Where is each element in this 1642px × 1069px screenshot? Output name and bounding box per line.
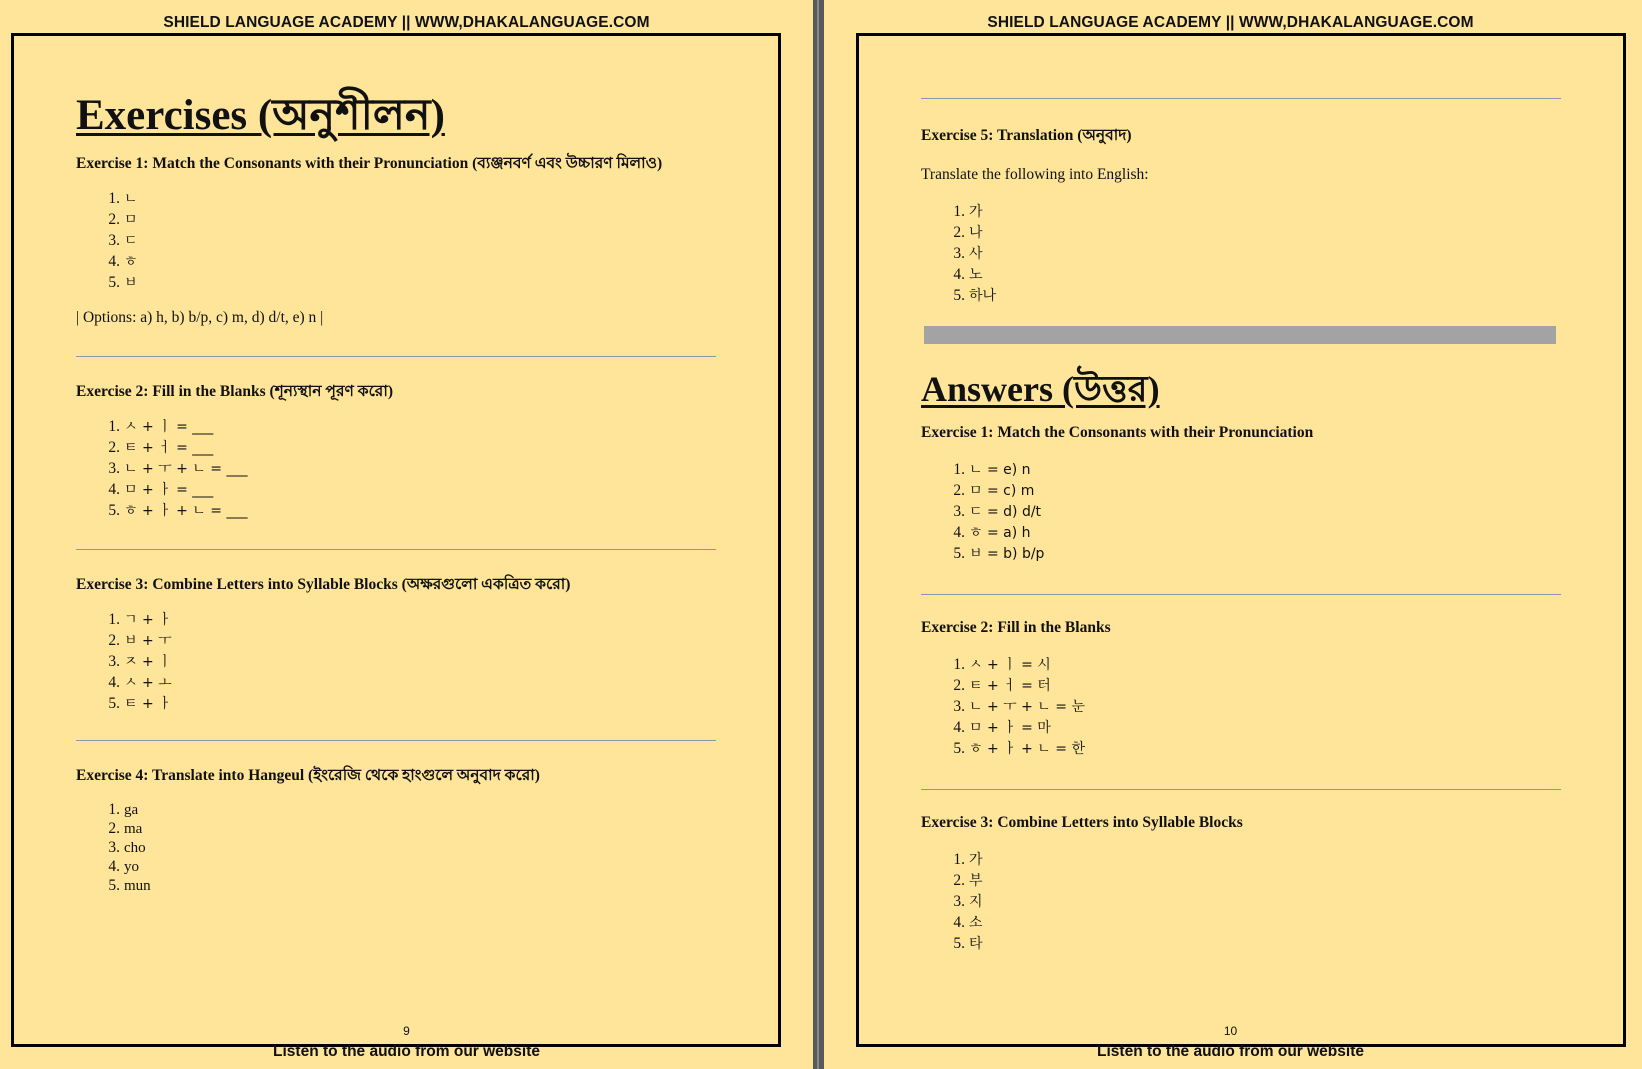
- exercise-3-title: Exercise 3: Combine Letters into Syllable Blocks (অক্ষরগুলো একত্রিত করো): [76, 576, 571, 594]
- exercise-2-list: [76, 416, 716, 521]
- list-item: 3. ㅈ + ㅣ: [108, 653, 172, 671]
- list-item: 2. ㅂ + ㅜ: [108, 632, 172, 650]
- list-item: 3. ㄷ = d) d/t: [953, 502, 1042, 520]
- list-item: 1. 가: [953, 203, 983, 220]
- list-item: 4. ㅎ: [108, 253, 138, 271]
- list-item: 5. ㅂ: [108, 274, 138, 292]
- list-item: 1. ㅅ + ㅣ = 시: [953, 655, 1051, 673]
- answer-1-list: [921, 459, 1561, 564]
- answer-3-title: Exercise 3: Combine Letters into Syllable Blocks: [921, 813, 1243, 831]
- list-item: 2. ㅁ: [108, 211, 138, 229]
- list-item: 3. 지: [953, 892, 983, 910]
- answer-1-title: Exercise 1: Match the Consonants with their Pronunciation: [921, 423, 1314, 441]
- answer-2-list: [921, 654, 1561, 759]
- list-item: 3. ㄴ + ㅜ + ㄴ = 눈: [953, 697, 1085, 715]
- list-item: 4. ㅅ + ㅗ: [108, 674, 172, 692]
- list-item: 5. ㅎ + ㅏ + ㄴ = 한: [953, 739, 1085, 757]
- list-item: 1. ㄴ = e) n: [953, 460, 1031, 478]
- list-item: 2. ㅌ + ㅓ = 터: [953, 676, 1051, 694]
- list-item: 2. ㅁ = c) m: [953, 481, 1035, 499]
- exercise-1-list: [76, 188, 716, 293]
- answer-3-list: [921, 849, 1561, 954]
- page-header: SHIELD LANGUAGE ACADEMY || WWW,DHAKALANGUAGE.COM: [987, 14, 1474, 31]
- exercise-5-title: Exercise 5: Translation (অনুবাদ): [921, 127, 1132, 144]
- list-item: 5. ㅌ + ㅏ: [108, 695, 172, 713]
- list-item: 2. ma: [108, 820, 143, 838]
- list-item: 4. ㅁ + ㅏ = 마: [953, 718, 1051, 736]
- list-item: 4. 노: [953, 266, 983, 283]
- section-separator-bar: [924, 326, 1556, 344]
- page-10-content: [921, 98, 1561, 954]
- list-item: 1. ga: [108, 801, 139, 819]
- list-item: 5. 하나: [953, 287, 997, 304]
- page-number: 10: [1223, 1024, 1238, 1038]
- answer-2-title: Exercise 2: Fill in the Blanks: [921, 618, 1111, 636]
- page-gutter: [813, 0, 824, 1069]
- list-item: 3. ㄴ + ㅜ + ㄴ = ___: [108, 460, 248, 478]
- list-item: 5. 타: [953, 934, 983, 952]
- page-footer: Listen to the audio from our website: [273, 1043, 540, 1060]
- list-item: 5. ㅎ + ㅏ + ㄴ = ___: [108, 502, 248, 520]
- list-item: 5. ㅂ = b) b/p: [953, 544, 1045, 562]
- list-item: 1. ㄴ: [108, 190, 138, 208]
- list-item: 3. ㄷ: [108, 232, 138, 250]
- exercise-2-title: Exercise 2: Fill in the Blanks (শূন্যস্থান পূরণ করো): [76, 383, 393, 401]
- list-item: 3. cho: [108, 839, 146, 857]
- list-item: 1. 가: [953, 850, 983, 868]
- exercise-5-instruction: Translate the following into English:: [921, 166, 1149, 183]
- exercise-4-title: Exercise 4: Translate into Hangeul (ইংরেজি থেকে হাংগুলে অনুবাদ করো): [76, 767, 540, 785]
- list-item: 3. 사: [953, 245, 983, 262]
- page-number: 9: [403, 1024, 410, 1038]
- list-item: 1. ㄱ + ㅏ: [108, 611, 172, 629]
- list-item: 4. ㅎ = a) h: [953, 523, 1031, 541]
- list-item: 2. 나: [953, 224, 983, 241]
- exercise-1-options: | Options: a) h, b) b/p, c) m, d) d/t, e) n |: [76, 309, 324, 327]
- page-9-content: [76, 92, 716, 895]
- exercise-4-list: [76, 800, 716, 895]
- page-footer: Listen to the audio from our website: [1097, 1043, 1364, 1060]
- page-header: SHIELD LANGUAGE ACADEMY || WWW,DHAKALANGUAGE.COM: [163, 14, 650, 31]
- exercises-heading: Exercises (অনুশীলন): [76, 92, 445, 139]
- list-item: 2. ㅌ + ㅓ = ___: [108, 439, 214, 457]
- list-item: 4. yo: [108, 858, 139, 876]
- list-item: 1. ㅅ + ㅣ = ___: [108, 418, 214, 436]
- exercise-5-list: [921, 201, 1561, 306]
- list-item: 2. 부: [953, 871, 983, 889]
- answers-heading: Answers (উত্তর): [921, 369, 1160, 409]
- exercise-1-title: Exercise 1: Match the Consonants with their Pronunciation (ব্যঞ্জনবর্ণ এবং উচ্চারণ মিলাও): [76, 155, 663, 173]
- list-item: 4. 소: [953, 913, 983, 931]
- list-item: 4. ㅁ + ㅏ = ___: [108, 481, 214, 499]
- list-item: 5. mun: [108, 877, 151, 895]
- exercise-3-list: [76, 609, 716, 714]
